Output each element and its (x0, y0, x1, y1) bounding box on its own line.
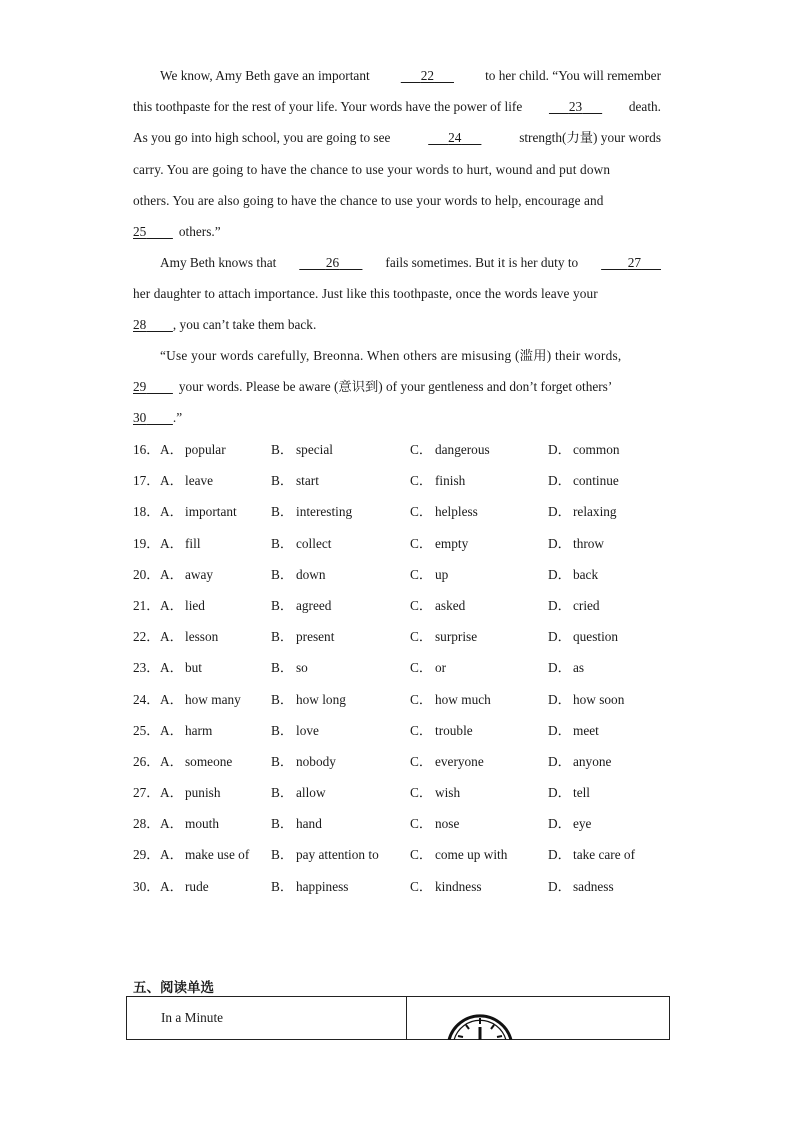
question-row (133, 684, 693, 715)
option-text: surprise (435, 629, 478, 645)
option-letter: A． (160, 816, 183, 832)
option-a[interactable] (160, 559, 213, 590)
option-letter: A． (160, 753, 183, 769)
option-a[interactable] (160, 465, 213, 496)
option-c[interactable] (410, 746, 484, 777)
question-row (133, 590, 693, 621)
option-text: present (296, 629, 335, 645)
passage-line (133, 340, 661, 371)
option-text: start (296, 473, 319, 489)
option-text: cried (573, 597, 600, 613)
question-row (133, 528, 693, 559)
option-text: common (573, 442, 620, 457)
option-text: asked (435, 597, 466, 613)
option-letter: B． (271, 847, 294, 863)
option-letter: A． (160, 473, 183, 489)
question-number: 29． (133, 847, 160, 863)
option-d[interactable] (548, 528, 604, 559)
question-row (133, 496, 693, 527)
option-letter: C． (410, 847, 433, 863)
option-text: empty (435, 535, 469, 551)
option-letter: B． (271, 878, 294, 894)
option-text: harm (185, 722, 213, 738)
passage-line (133, 185, 661, 216)
option-b[interactable] (271, 839, 379, 870)
option-text: interesting (296, 504, 353, 520)
blank-23[interactable]: 23 (568, 99, 583, 115)
option-d[interactable] (548, 746, 611, 777)
passage-line (133, 154, 661, 185)
option-d[interactable] (548, 496, 617, 527)
option-text: eye (573, 816, 592, 832)
question-number: 23． (133, 660, 160, 676)
option-text: as (573, 660, 585, 676)
option-text: continue (573, 473, 619, 489)
question-row (133, 559, 693, 590)
clock-icon (446, 1012, 516, 1045)
passage-text: others. You are also going to have the chance to use your words to help, encourage and (133, 192, 604, 208)
question-row (133, 715, 693, 746)
option-c[interactable] (410, 434, 490, 465)
option-letter: D． (548, 878, 571, 894)
option-b[interactable] (271, 621, 334, 652)
option-letter: A． (160, 847, 183, 863)
option-text: agreed (296, 597, 332, 613)
passage-line (133, 278, 661, 309)
option-letter: B． (271, 566, 294, 582)
option-c[interactable] (410, 839, 507, 870)
option-letter: D． (548, 785, 571, 801)
question-number: 26． (133, 753, 160, 769)
option-letter: D． (548, 504, 571, 520)
option-b[interactable] (271, 808, 322, 839)
option-a[interactable] (160, 496, 237, 527)
question-number: 20． (133, 566, 160, 582)
table-divider (406, 996, 407, 1039)
option-d[interactable] (548, 684, 624, 715)
option-letter: D． (548, 442, 571, 457)
option-text: relaxing (573, 504, 617, 520)
question-row (133, 871, 693, 902)
passage-text: strength(力量) your words (519, 130, 661, 146)
option-letter: C． (410, 785, 433, 801)
option-b[interactable] (271, 715, 319, 746)
option-letter: D． (548, 473, 571, 489)
option-b[interactable] (271, 777, 326, 808)
option-letter: B． (271, 473, 294, 489)
option-text: or (435, 660, 447, 676)
question-number: 30． (133, 878, 160, 894)
option-letter: B． (271, 691, 294, 707)
option-d[interactable] (548, 808, 591, 839)
option-letter: C． (410, 878, 433, 894)
option-c[interactable] (410, 777, 460, 808)
option-text: anyone (573, 753, 612, 769)
option-text: up (435, 566, 449, 582)
option-b[interactable] (271, 465, 319, 496)
blank-28[interactable]: 28 (133, 317, 147, 333)
option-letter: A． (160, 691, 183, 707)
question-number: 27． (133, 785, 160, 801)
option-letter: B． (271, 816, 294, 832)
option-text: finish (435, 473, 466, 489)
option-letter: C． (410, 691, 433, 707)
option-letter: C． (410, 597, 433, 613)
option-d[interactable] (548, 715, 599, 746)
passage-text: carry. You are going to have the chance to use your words to hurt, wound and put down (133, 161, 611, 177)
option-text: meet (573, 722, 599, 738)
option-text: pay attention to (296, 847, 379, 863)
option-letter: C． (410, 566, 433, 582)
passage-line (133, 60, 661, 91)
option-letter: B． (271, 722, 294, 738)
option-letter: A． (160, 878, 183, 894)
passage-line (133, 122, 661, 153)
blank-29[interactable]: 29 (133, 379, 147, 395)
passage-text: others.” (178, 223, 221, 239)
question-row (133, 808, 693, 839)
option-a[interactable] (160, 652, 202, 683)
option-c[interactable] (410, 684, 491, 715)
option-b[interactable] (271, 746, 336, 777)
option-text: collect (296, 535, 332, 551)
blank-27[interactable]: 27 (627, 255, 642, 270)
option-a[interactable] (160, 528, 201, 559)
option-letter: C． (410, 473, 433, 489)
option-letter: B． (271, 785, 294, 801)
option-text: helpless (435, 504, 478, 520)
option-letter: A． (160, 722, 183, 738)
question-number: 19． (133, 535, 160, 551)
option-a[interactable] (160, 808, 219, 839)
option-letter: A． (160, 442, 183, 457)
option-a[interactable] (160, 777, 220, 808)
reading-title: In a Minute (161, 1010, 224, 1025)
option-text: down (296, 566, 326, 582)
question-row (133, 621, 693, 652)
option-letter: D． (548, 816, 571, 832)
option-letter: C． (410, 660, 433, 676)
option-text: make use of (185, 847, 250, 863)
section-title: 五、阅读单选 (133, 980, 214, 996)
option-letter: D． (548, 691, 571, 707)
option-text: fill (185, 535, 201, 551)
passage-text: your words. Please be aware (意识到) of your gentleness and don’t forget others’ (178, 379, 613, 395)
option-text: allow (296, 785, 326, 801)
option-text: love (296, 722, 319, 738)
option-letter: A． (160, 660, 183, 676)
option-letter: D． (548, 597, 571, 613)
option-c[interactable] (410, 871, 482, 902)
option-letter: A． (160, 504, 183, 520)
option-letter: D． (548, 535, 571, 551)
option-d[interactable] (548, 590, 600, 621)
option-a[interactable] (160, 715, 212, 746)
question-row (133, 652, 693, 683)
option-b[interactable] (271, 684, 346, 715)
option-text: nobody (296, 753, 336, 769)
option-b[interactable] (271, 496, 352, 527)
option-text: kindness (435, 878, 482, 894)
passage-text: As you go into high school, you are going to see (133, 130, 391, 146)
option-a[interactable] (160, 684, 241, 715)
option-a[interactable] (160, 746, 232, 777)
option-letter: B． (271, 753, 294, 769)
option-a[interactable] (160, 434, 226, 465)
option-c[interactable] (410, 808, 459, 839)
question-number: 18． (133, 504, 160, 520)
option-text: popular (185, 442, 226, 457)
option-d[interactable] (548, 559, 598, 590)
option-letter: D． (548, 722, 571, 738)
option-letter: D． (548, 753, 571, 769)
option-text: throw (573, 535, 605, 551)
option-c[interactable] (410, 559, 448, 590)
passage-text: death. (628, 99, 661, 115)
question-row (133, 465, 693, 496)
option-letter: D． (548, 847, 571, 863)
option-text: happiness (296, 878, 349, 894)
question-number: 21． (133, 597, 160, 613)
passage-line (133, 216, 661, 247)
option-c[interactable] (410, 528, 468, 559)
option-text: special (296, 442, 333, 457)
question-row (133, 777, 693, 808)
blank-24[interactable]: 24 (448, 130, 462, 146)
question-number: 28． (133, 816, 160, 832)
option-letter: C． (410, 535, 433, 551)
blank-30[interactable]: 30 (133, 410, 147, 426)
question-row (133, 434, 693, 465)
option-a[interactable] (160, 839, 249, 870)
option-c[interactable] (410, 652, 446, 683)
question-number: 24． (133, 691, 160, 707)
option-letter: A． (160, 785, 183, 801)
blank-25[interactable]: 25 (133, 223, 147, 239)
option-text: leave (185, 473, 214, 489)
option-letter: C． (410, 816, 433, 832)
option-letter: D． (548, 660, 571, 676)
option-b[interactable] (271, 559, 326, 590)
option-b[interactable] (271, 652, 308, 683)
passage-paragraph-1 (133, 60, 661, 247)
option-c[interactable] (410, 590, 465, 621)
question-number: 22． (133, 629, 160, 645)
passage-text: “Use your words carefully, Breonna. When others are misusing (滥用) their words, (160, 348, 622, 363)
option-text: mouth (185, 816, 219, 832)
option-text: dangerous (435, 442, 490, 457)
option-letter: B． (271, 660, 294, 676)
option-text: how soon (573, 691, 625, 707)
option-d[interactable] (548, 777, 590, 808)
option-text: punish (185, 785, 221, 801)
option-text: how long (296, 691, 346, 707)
option-letter: B． (271, 504, 294, 520)
option-c[interactable] (410, 465, 465, 496)
option-letter: B． (271, 597, 294, 613)
option-d[interactable] (548, 465, 619, 496)
question-row (133, 839, 693, 870)
option-c[interactable] (410, 715, 473, 746)
option-b[interactable] (271, 434, 333, 465)
question-number: 16． (133, 442, 160, 457)
option-b[interactable] (271, 528, 331, 559)
passage-text: , you can’t take them back. (172, 317, 317, 333)
option-letter: A． (160, 535, 183, 551)
option-d[interactable] (548, 621, 618, 652)
option-a[interactable] (160, 871, 209, 902)
option-text: wish (435, 785, 461, 801)
option-text: trouble (435, 722, 473, 738)
option-text: sadness (573, 878, 614, 894)
question-number: 25． (133, 722, 160, 738)
option-d[interactable] (548, 434, 620, 465)
passage-line (133, 309, 661, 340)
option-letter: C． (410, 753, 433, 769)
option-text: back (573, 566, 599, 582)
passage-paragraph-2 (133, 247, 661, 341)
option-letter: D． (548, 629, 571, 645)
option-text: how many (185, 691, 241, 707)
passage-line (133, 371, 661, 402)
option-letter: B． (271, 442, 294, 457)
option-text: question (573, 629, 619, 645)
passage-line (133, 91, 661, 122)
option-d[interactable] (548, 839, 635, 870)
option-text: hand (296, 816, 322, 832)
option-letter: A． (160, 629, 183, 645)
option-c[interactable] (410, 621, 477, 652)
option-d[interactable] (548, 652, 584, 683)
option-text: nose (435, 816, 460, 832)
option-letter: C． (410, 504, 433, 520)
option-text: someone (185, 753, 233, 769)
passage-paragraph-3 (133, 340, 661, 434)
option-text: take care of (573, 847, 636, 863)
option-c[interactable] (410, 496, 478, 527)
question-number: 17． (133, 473, 160, 489)
passage-text: Amy Beth knows that (160, 255, 277, 270)
option-text: important (185, 504, 237, 520)
option-letter: C． (410, 722, 433, 738)
question-list (133, 434, 693, 902)
option-letter: C． (410, 629, 433, 645)
question-row (133, 746, 693, 777)
passage-text: to her child. “You will remember (485, 68, 661, 83)
option-letter: A． (160, 597, 183, 613)
option-text: so (296, 660, 308, 676)
passage-line (133, 402, 661, 433)
option-text: lied (185, 597, 205, 613)
option-text: everyone (435, 753, 484, 769)
option-letter: B． (271, 629, 294, 645)
option-a[interactable] (160, 590, 205, 621)
option-text: come up with (435, 847, 508, 863)
passage-line (133, 247, 661, 278)
option-text: tell (573, 785, 590, 801)
blank-22[interactable]: 22 (420, 68, 435, 83)
passage-text: fails sometimes. But it is her duty to (385, 255, 579, 270)
passage-text: this toothpaste for the rest of your life. Your words have the power of life (133, 99, 523, 115)
blank-26[interactable]: 26 (325, 255, 340, 270)
passage-text: .” (172, 410, 183, 426)
option-text: but (185, 660, 202, 676)
option-text: lesson (185, 629, 219, 645)
option-a[interactable] (160, 621, 218, 652)
option-letter: D． (548, 566, 571, 582)
option-letter: B． (271, 535, 294, 551)
passage-text: We know, Amy Beth gave an important (160, 68, 370, 83)
option-text: how much (435, 691, 491, 707)
option-text: away (185, 566, 214, 582)
option-d[interactable] (548, 871, 614, 902)
option-letter: A． (160, 566, 183, 582)
option-b[interactable] (271, 871, 348, 902)
option-text: rude (185, 878, 209, 894)
option-letter: C． (410, 442, 433, 457)
option-b[interactable] (271, 590, 331, 621)
passage-text: her daughter to attach importance. Just like this toothpaste, once the words leave your (133, 286, 598, 302)
